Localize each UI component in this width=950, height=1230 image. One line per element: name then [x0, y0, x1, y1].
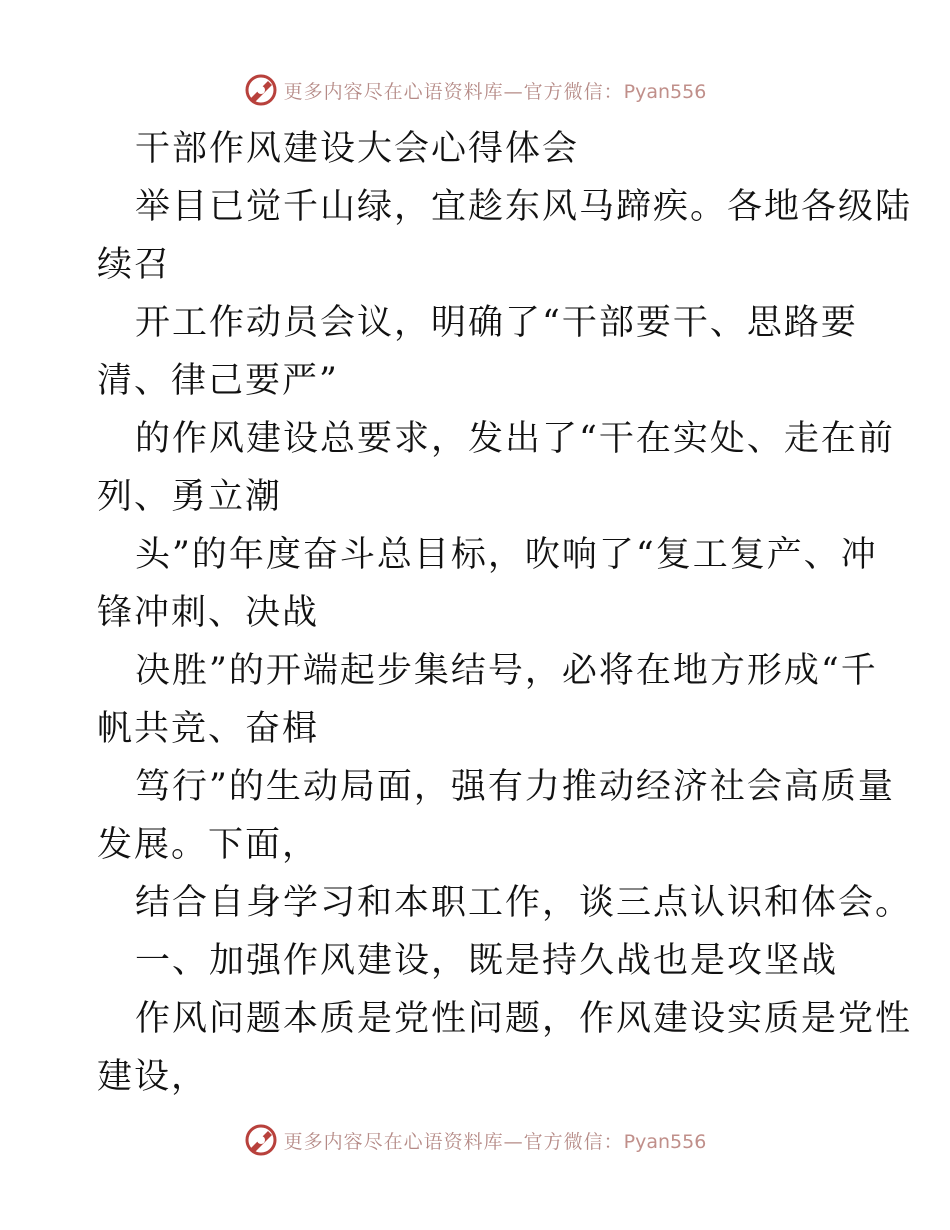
- paragraph-line: 锋冲刺、决战: [97, 593, 320, 633]
- paragraph-line: 作风问题本质是党性问题，作风建设实质是党性: [135, 999, 913, 1039]
- paragraph-line: 帆共竞、奋楫: [97, 709, 320, 749]
- paragraph-line: 的作风建设总要求，发出了“干在实处、走在前: [135, 419, 895, 459]
- document-body: [97, 120, 913, 1106]
- paragraph-line: 笃行”的生动局面，强有力推动经济社会高质量: [135, 767, 895, 807]
- paragraph-line: 列、勇立潮: [97, 477, 283, 517]
- paragraph-line: 结合自身学习和本职工作，谈三点认识和体会。: [135, 883, 913, 923]
- paragraph-line: 头”的年度奋斗总目标，吹响了“复工复产、冲: [135, 535, 878, 575]
- paragraph-line: 建设，: [97, 1057, 209, 1097]
- paragraph-line: 决胜”的开端起步集结号，必将在地方形成“千: [135, 651, 878, 691]
- logo-icon: [244, 73, 278, 107]
- footer-banner: [0, 1120, 950, 1160]
- paragraph-line: 发展。下面，: [97, 825, 320, 865]
- banner-label: 更多内容尽在心语资料库—官方微信：: [283, 80, 624, 103]
- section-heading: 一、加强作风建设，既是持久战也是攻坚战: [135, 941, 839, 981]
- banner-text: [284, 1127, 707, 1154]
- paragraph-line: 举目已觉千山绿，宜趁东风马蹄疾。各地各级陆: [135, 187, 913, 227]
- banner-text: [284, 77, 707, 104]
- header-banner: [0, 70, 950, 110]
- logo-icon: [244, 1123, 278, 1157]
- document-title: 干部作风建设大会心得体会: [135, 129, 580, 169]
- banner-label: 更多内容尽在心语资料库—官方微信：: [283, 1130, 624, 1153]
- paragraph-line: 清、律己要严”: [97, 361, 339, 401]
- wechat-id: Pyan556: [623, 80, 707, 103]
- paragraph-line: 续召: [97, 245, 172, 285]
- paragraph-line: 开工作动员会议，明确了“干部要干、思路要: [135, 303, 858, 343]
- wechat-id: Pyan556: [623, 1130, 707, 1153]
